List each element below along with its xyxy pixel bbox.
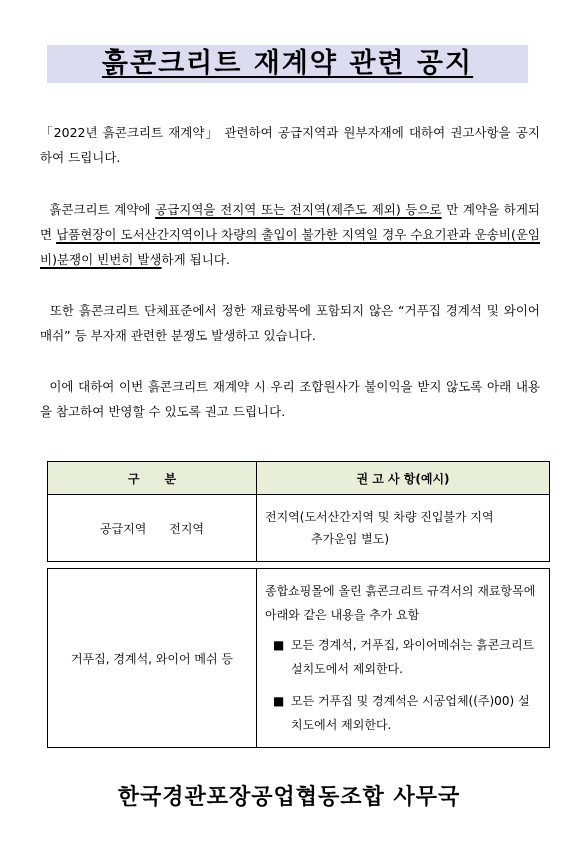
header-recommendation: 권 고 사 항(예시) xyxy=(257,462,550,495)
bullet-item: ■ 모든 거푸집 및 경계석은 시공업체((주)00) 설치도에서 제외한다. xyxy=(265,689,541,737)
square-bullet-icon: ■ xyxy=(273,638,285,652)
paragraph-recommendation: 이에 대하여 이번 흙콘크리트 재계약 시 우리 조합원사가 불이익을 받지 않도록 아래 내용을 참고하여 반영할 수 있도록 권고 드립니다. xyxy=(40,379,540,419)
recommendation-table-header xyxy=(47,461,550,562)
row-supply-area-label: 공급지역 전지역 xyxy=(48,495,257,562)
paragraph-materials: 또한 흙콘크리트 단체표준에서 정한 재료항목에 포함되지 않은 “거푸집 경계석 및 와이어매쉬” 등 부자재 관련한 분쟁도 발생하고 있습니다. xyxy=(40,303,540,343)
row-materials-label: 거푸집, 경계석, 와이어 메쉬 등 xyxy=(48,569,257,748)
square-bullet-icon: ■ xyxy=(273,694,285,708)
paragraph-supply-area: 흙콘크리트 계약에 공급지역을 전지역 또는 전지역(제주도 제외) 등으로 만 계약을 하게되면 납품현장이 도서산간지역이나 차량의 출입이 불가한 지역일 경우 수요기관과 운송비(운임비)분쟁이 빈번히 발생하게 됩니다. xyxy=(40,202,540,267)
recommendation-table-materials xyxy=(47,568,550,748)
row-supply-area-content: 전지역(도서산간지역 및 차량 진입불가 지역 추가운임 별도) xyxy=(257,495,550,562)
organization-name: 한국경관포장공업협동조합 사무국 xyxy=(117,785,461,810)
paragraph-intro: 「2022년 흙콘크리트 재계약」 관련하여 공급지역과 원부자재에 대하여 권고사항을 공지 하여 드립니다. xyxy=(40,125,540,165)
header-category: 구 분 xyxy=(48,462,257,495)
row-materials-content: 종합쇼핑몰에 올린 흙콘크리트 규격서의 재료항목에 아래와 같은 내용을 추가 요함 ■ 모든 경계석, 거푸집, 와이어메쉬는 흙콘크리트 설치도에서 제외한다. ■ 모든 거푸집 및 경계석은 시공업체((주)00) 설치도에서 제외한다. xyxy=(257,569,550,748)
bullet-item: ■ 모든 경계석, 거푸집, 와이어메쉬는 흙콘크리트 설치도에서 제외한다. xyxy=(265,633,541,681)
page-title: 흙콘크리트 재계약 관련 공지 xyxy=(47,45,528,83)
